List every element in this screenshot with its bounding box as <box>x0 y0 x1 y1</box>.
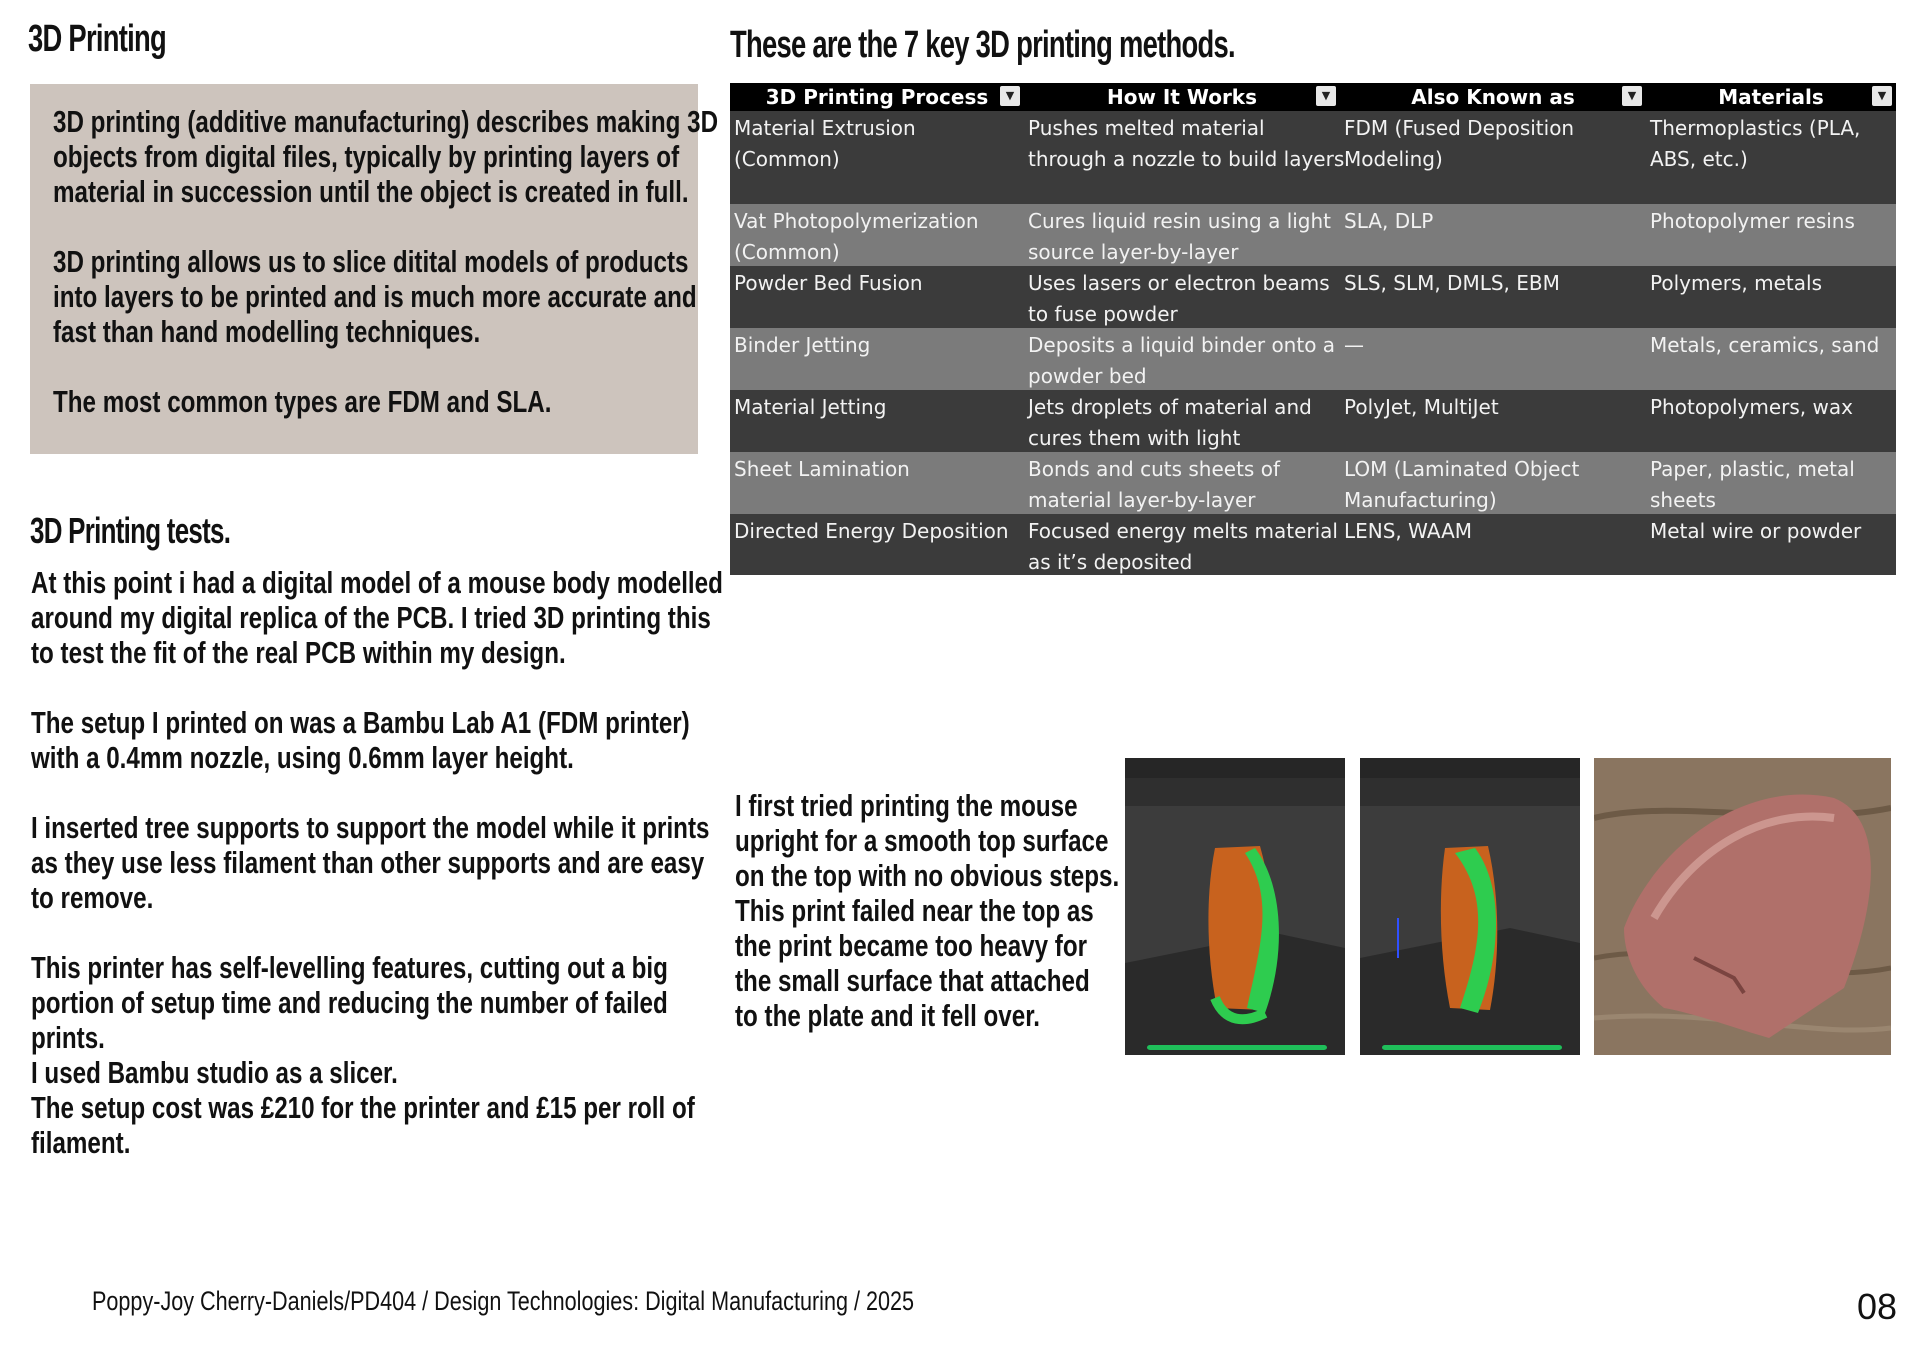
cell-line: ABS, etc.) <box>1650 147 1748 171</box>
page-title: 3D Printing <box>28 18 167 60</box>
cell-line: Pushes melted material <box>1028 116 1265 140</box>
cell-line: FDM (Fused Deposition <box>1344 116 1575 140</box>
cell-materials <box>1650 330 1879 361</box>
text-line: 3D printing (additive manufacturing) describes making 3D <box>53 104 719 139</box>
cell-line: Bonds and cuts sheets of <box>1028 457 1280 481</box>
cell-aka <box>1344 268 1560 299</box>
cell-line: Material Extrusion <box>734 116 916 140</box>
cell-process <box>734 268 923 299</box>
table-heading: These are the 7 key 3D printing methods. <box>730 24 1235 66</box>
text-line: to test the fit of the real PCB within my design. <box>31 635 566 670</box>
text-line: At this point i had a digital model of a mouse body modelled <box>31 565 723 600</box>
cell-how <box>1028 206 1331 268</box>
column-header-label: 3D Printing Process <box>765 85 989 109</box>
cell-line: Directed Energy Deposition <box>734 519 1009 543</box>
cell-line: Material Jetting <box>734 395 887 419</box>
cell-how <box>1028 113 1344 175</box>
table-row <box>730 390 1896 452</box>
text-line: This printer has self-levelling features, cutting out a big <box>31 950 668 985</box>
cell-materials <box>1650 516 1861 547</box>
print-attempt-text <box>735 788 1119 1033</box>
cell-line: Vat Photopolymerization <box>734 209 979 233</box>
column-header-materials[interactable] <box>1646 83 1896 111</box>
cell-materials <box>1650 113 1860 175</box>
photo-canvas <box>1594 758 1891 1055</box>
text-line: upright for a smooth top surface <box>735 823 1109 858</box>
cell-line: — <box>1344 333 1364 357</box>
tests-paragraph-2 <box>31 705 690 775</box>
text-line: prints. <box>31 1020 105 1055</box>
cell-line: Photopolymers, wax <box>1650 395 1853 419</box>
text-line: into layers to be printed and is much more accurate and <box>53 279 697 314</box>
filter-dropdown-icon[interactable]: ▼ <box>1622 86 1642 106</box>
progress-bar <box>1147 1045 1327 1050</box>
cell-line: (Common) <box>734 147 840 171</box>
progress-bar <box>1382 1045 1562 1050</box>
cell-aka <box>1344 454 1579 516</box>
cell-line: Binder Jetting <box>734 333 871 357</box>
cell-line: Modeling) <box>1344 147 1443 171</box>
tests-paragraph-6 <box>31 1090 695 1160</box>
cell-process <box>734 454 910 485</box>
cell-how <box>1028 268 1330 330</box>
cell-aka <box>1344 516 1472 547</box>
table-header-row <box>730 83 1896 111</box>
cell-process <box>734 516 1009 547</box>
tests-paragraph-5 <box>31 1055 398 1090</box>
column-header-aka[interactable] <box>1340 83 1646 111</box>
cell-aka <box>1344 392 1499 423</box>
table-row <box>730 111 1896 204</box>
cell-line: LENS, WAAM <box>1344 519 1473 543</box>
text-line: I first tried printing the mouse <box>735 788 1078 823</box>
text-line: portion of setup time and reducing the number of failed <box>31 985 668 1020</box>
cell-line: SLA, DLP <box>1344 209 1434 233</box>
cell-line: Sheet Lamination <box>734 457 910 481</box>
cell-line: Polymers, metals <box>1650 271 1822 295</box>
cell-line: (Common) <box>734 240 840 264</box>
cell-process <box>734 113 916 175</box>
cell-line: Photopolymer resins <box>1650 209 1855 233</box>
cell-process <box>734 330 870 361</box>
cell-line: Metals, ceramics, sand <box>1650 333 1880 357</box>
cell-how <box>1028 454 1280 516</box>
tests-paragraph-3 <box>31 810 709 915</box>
slicer-viewport <box>1360 758 1580 1055</box>
cell-materials <box>1650 268 1822 299</box>
cell-line: Cures liquid resin using a light <box>1028 209 1332 233</box>
text-line: to remove. <box>31 880 154 915</box>
footer-credit: Poppy-Joy Cherry-Daniels/PD404 / Design Technologies: Digital Manufacturing / 2025 <box>92 1286 915 1316</box>
cell-line: Metal wire or powder <box>1650 519 1862 543</box>
text-line: 3D printing allows us to slice ditital models of products <box>53 244 689 279</box>
cell-how <box>1028 330 1335 392</box>
text-line: with a 0.4mm nozzle, using 0.6mm layer height. <box>31 740 574 775</box>
cell-line: Jets droplets of material and <box>1028 395 1312 419</box>
cell-how <box>1028 392 1312 454</box>
text-line: The setup cost was £210 for the printer and £15 per roll of <box>31 1090 695 1125</box>
column-header-label: Materials <box>1718 85 1824 109</box>
cell-line: Paper, plastic, metal <box>1650 457 1855 481</box>
cell-line: sheets <box>1650 488 1716 512</box>
intro-box <box>30 84 719 454</box>
filter-dropdown-icon[interactable]: ▼ <box>1872 86 1892 106</box>
cell-how <box>1028 516 1338 578</box>
text-line: on the top with no obvious steps. <box>735 858 1120 893</box>
cell-line: through a nozzle to build layers <box>1028 147 1345 171</box>
text-line: I inserted tree supports to support the model while it prints <box>31 810 710 845</box>
cell-line: Thermoplastics (PLA, <box>1650 116 1861 140</box>
cell-materials <box>1650 206 1855 237</box>
text-line: to the plate and it fell over. <box>735 998 1040 1033</box>
text-line: the print became too heavy for <box>735 928 1088 963</box>
cell-line: Uses lasers or electron beams <box>1028 271 1330 295</box>
text-line: around my digital replica of the PCB. I tried 3D printing this <box>31 600 711 635</box>
table-row <box>730 328 1896 390</box>
cell-line: Manufacturing) <box>1344 488 1497 512</box>
cell-materials <box>1650 392 1853 423</box>
tests-paragraph-4 <box>31 950 668 1055</box>
table-row <box>730 204 1896 266</box>
column-header-label: How It Works <box>1106 85 1258 109</box>
cell-line: as it’s deposited <box>1028 550 1193 574</box>
printed-part-photo <box>1594 758 1891 1055</box>
slicer-screenshot-side <box>1360 758 1580 1055</box>
intro-paragraph-2 <box>53 244 697 349</box>
cell-line: to fuse powder <box>1028 302 1178 326</box>
cell-process <box>734 206 979 268</box>
cell-aka <box>1344 330 1364 361</box>
cell-line: powder bed <box>1028 364 1147 388</box>
column-header-process[interactable] <box>730 83 1024 111</box>
text-line: The setup I printed on was a Bambu Lab A1 (FDM printer) <box>31 705 690 740</box>
cell-aka <box>1344 113 1574 175</box>
table-row <box>730 452 1896 514</box>
column-header-how[interactable] <box>1024 83 1340 111</box>
text-line: This print failed near the top as <box>735 893 1094 928</box>
text-line: The most common types are FDM and SLA. <box>53 384 552 419</box>
cell-line: source layer-by-layer <box>1028 240 1239 264</box>
text-line: fast than hand modelling techniques. <box>53 314 481 349</box>
text-line: material in succession until the object is created in full. <box>53 174 689 209</box>
methods-table <box>730 83 1896 575</box>
text-line: I used Bambu studio as a slicer. <box>31 1055 398 1090</box>
intro-paragraph-3 <box>53 384 551 419</box>
cell-line: material layer-by-layer <box>1028 488 1256 512</box>
text-line: the small surface that attached <box>735 963 1090 998</box>
page-number: 08 <box>1857 1286 1898 1327</box>
slicer-screenshot-front <box>1125 758 1345 1055</box>
column-header-label: Also Known as <box>1411 85 1575 109</box>
filter-dropdown-icon[interactable]: ▼ <box>1000 86 1020 106</box>
table-row <box>730 514 1896 575</box>
tests-paragraph-1 <box>31 565 723 670</box>
cell-line: cures them with light <box>1028 426 1241 450</box>
text-line: objects from digital files, typically by printing layers of <box>53 139 680 174</box>
cell-process <box>734 392 886 423</box>
cell-aka <box>1344 206 1433 237</box>
cell-line: LOM (Laminated Object <box>1344 457 1580 481</box>
intro-paragraph-1 <box>53 104 718 209</box>
table-row <box>730 266 1896 328</box>
cell-line: Powder Bed Fusion <box>734 271 923 295</box>
text-line: as they use less filament than other supports and are easy <box>31 845 705 880</box>
cell-line: Focused energy melts material <box>1028 519 1338 543</box>
cell-line: PolyJet, MultiJet <box>1344 395 1499 419</box>
tests-heading: 3D Printing tests. <box>30 510 231 551</box>
cell-materials <box>1650 454 1855 516</box>
cell-line: Deposits a liquid binder onto a <box>1028 333 1336 357</box>
slicer-viewport <box>1125 758 1345 1055</box>
filter-dropdown-icon[interactable]: ▼ <box>1316 86 1336 106</box>
cell-line: SLS, SLM, DMLS, EBM <box>1344 271 1560 295</box>
text-line: filament. <box>31 1125 131 1160</box>
